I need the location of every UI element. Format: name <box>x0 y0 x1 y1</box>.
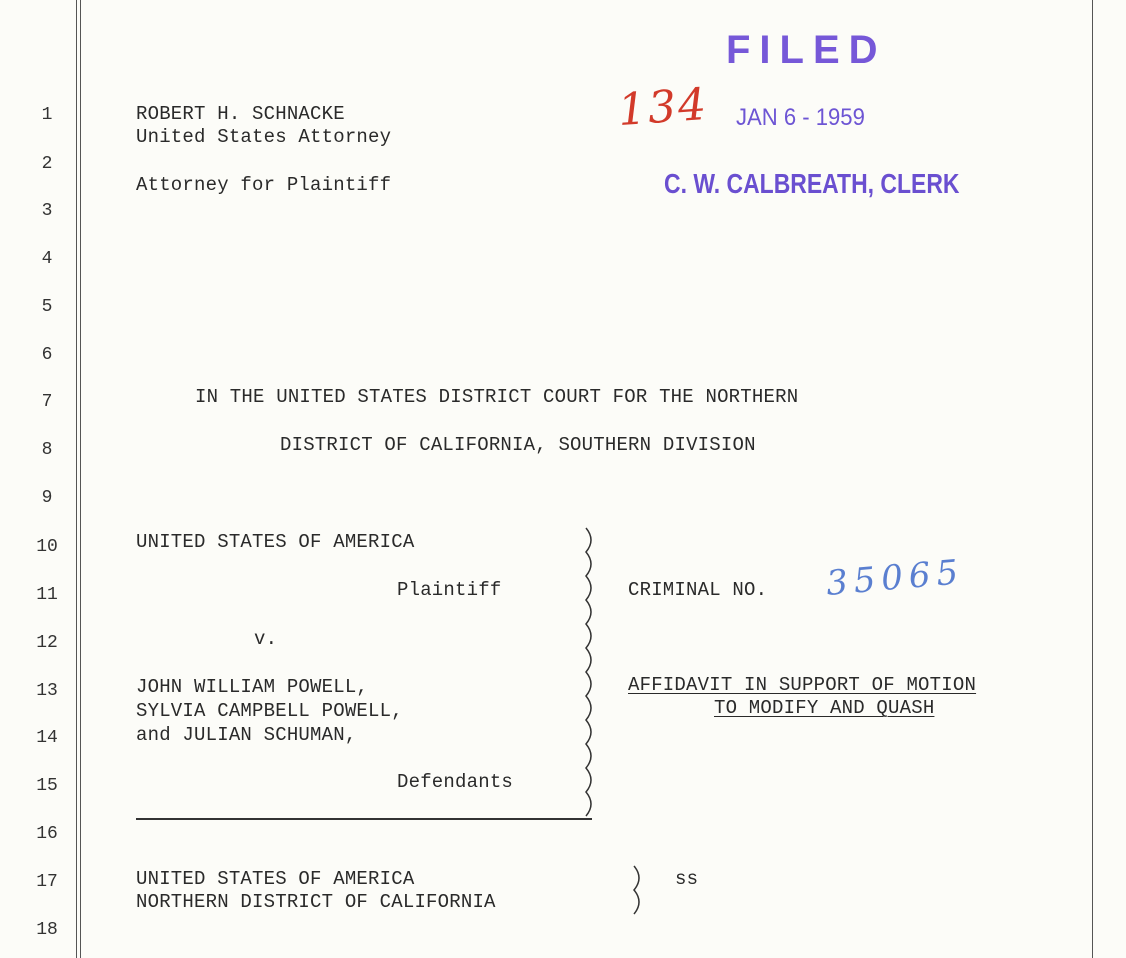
line-number: 3 <box>41 201 53 221</box>
right-margin-rule <box>1092 0 1093 958</box>
caption-defendant-3: and JULIAN SCHUMAN, <box>136 724 357 746</box>
line-number: 2 <box>41 154 53 174</box>
document-title-line2: TO MODIFY AND QUASH <box>714 697 935 719</box>
venue-bracket <box>628 864 648 916</box>
line-number: 13 <box>36 681 58 701</box>
venue-ss: ss <box>675 868 699 890</box>
line-number: 12 <box>36 633 58 653</box>
line-number: 6 <box>41 345 53 365</box>
clerk-stamp: C. W. CALBREATH, CLERK <box>664 168 960 199</box>
caption-rule <box>136 818 592 820</box>
attorney-name: ROBERT H. SCHNACKE <box>136 103 345 125</box>
line-number: 18 <box>36 920 58 940</box>
left-margin-rule <box>76 0 77 958</box>
caption-versus: v. <box>254 628 278 650</box>
line-number: 4 <box>41 249 53 269</box>
attorney-role: Attorney for Plaintiff <box>136 174 392 196</box>
filed-stamp: FILED <box>726 28 887 72</box>
caption-bracket <box>578 524 608 824</box>
filed-date-stamp: JAN 6 - 1959 <box>736 104 865 131</box>
caption-plaintiff-label: Plaintiff <box>397 579 502 601</box>
left-margin-rule-inner <box>80 0 81 958</box>
line-number: 7 <box>41 392 53 412</box>
line-number: 11 <box>36 585 58 605</box>
caption-defendants-label: Defendants <box>397 771 514 793</box>
court-heading-line1: IN THE UNITED STATES DISTRICT COURT FOR THE NORTHERN <box>195 386 799 408</box>
venue-line2: NORTHERN DISTRICT OF CALIFORNIA <box>136 891 496 913</box>
document-title-line1: AFFIDAVIT IN SUPPORT OF MOTION <box>628 674 977 696</box>
line-number: 15 <box>36 776 58 796</box>
line-number: 9 <box>41 488 53 508</box>
caption-plaintiff: UNITED STATES OF AMERICA <box>136 531 415 553</box>
line-number: 14 <box>36 728 58 748</box>
caption-defendant-1: JOHN WILLIAM POWELL, <box>136 676 369 698</box>
attorney-title: United States Attorney <box>136 126 392 148</box>
handwritten-filing-number: 134 <box>616 78 710 137</box>
handwritten-case-number: 35065 <box>824 552 966 604</box>
caption-defendant-2: SYLVIA CAMPBELL POWELL, <box>136 700 403 722</box>
line-number: 5 <box>41 297 53 317</box>
line-number: 1 <box>41 105 53 125</box>
venue-line1: UNITED STATES OF AMERICA <box>136 868 415 890</box>
line-number: 8 <box>41 440 53 460</box>
court-heading-line2: DISTRICT OF CALIFORNIA, SOUTHERN DIVISION <box>280 434 756 456</box>
line-number: 16 <box>36 824 58 844</box>
case-number-label: CRIMINAL NO. <box>628 579 768 601</box>
line-number: 10 <box>36 537 58 557</box>
line-number: 17 <box>36 872 58 892</box>
